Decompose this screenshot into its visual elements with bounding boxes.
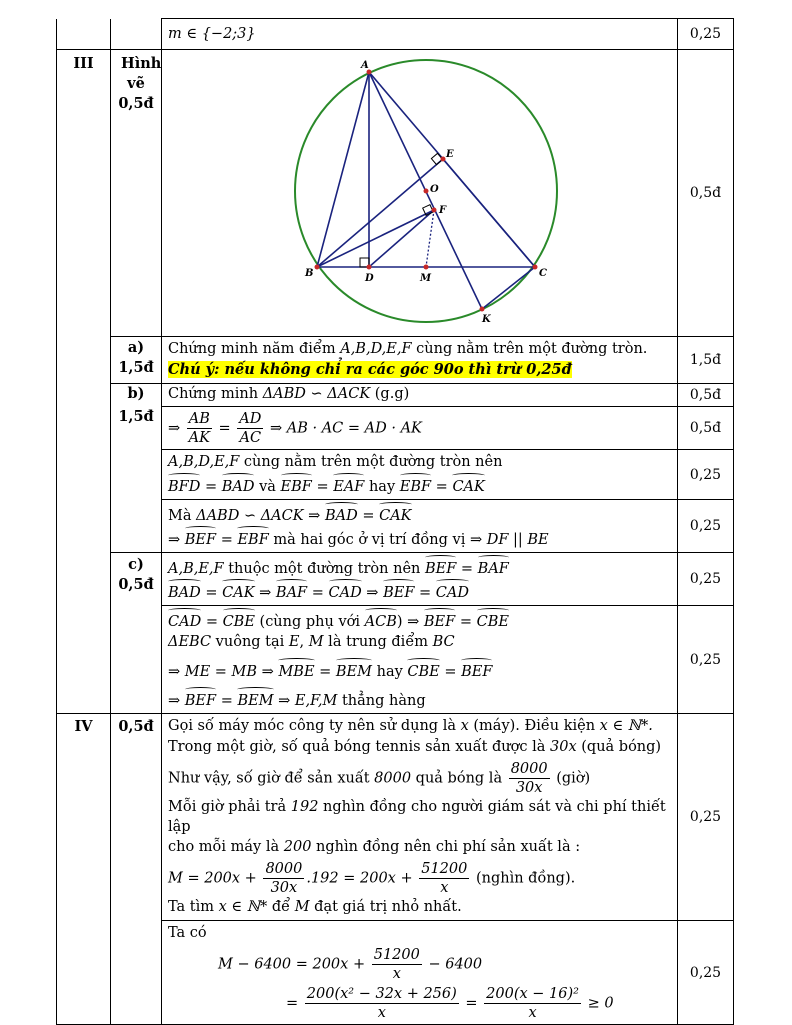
c-r2-l3: ⇒ ME = MB ⇒ [168,664,279,680]
part-c-label: c) [128,556,144,573]
part-c [111,553,162,606]
b-r3-points: A,B,D,E,F [168,454,240,470]
b-r3-text: cùng nằm trên một đường tròn nên [239,454,503,470]
segment-df [369,210,434,267]
c-r1-text: thuộc một đường tròn nên [223,561,425,577]
part-b-label: b) [127,385,145,402]
iv-l2: Trong một giờ, số quả bóng tennis sản xuất được là [168,739,550,755]
solution-table [56,18,734,1025]
word-hay: hay [372,664,408,680]
angle: CAD [436,579,469,603]
content-cell: CAD = CBE (cùng phụ với ACB) ⇒ BEF = CBE ΔEBC vuông tại E, M là trung điểm BC ⇒ ME = MB ⇒ MBE = BEM hay CBE = BEF ⇒ BEF = BEM ⇒ E,F,M thẳng hàng [162,606,678,714]
label-m: M [420,273,432,284]
part-cell [111,606,162,714]
triangle-ebc: ΔEBC [168,634,212,650]
point-o [424,189,429,194]
c-r2-text: (cùng phụ với [254,614,365,630]
score-cell: 0,5đ [678,384,734,407]
score-cell: 1,5đ [678,337,734,384]
section-label: III [57,50,111,337]
part-b-points: 1,5đ [111,407,162,450]
angle: ACB [365,608,397,632]
iv-l4-math: 192 [290,799,319,815]
iv-l7-text: để [267,899,295,915]
point-k [480,307,485,312]
angle: BEF [185,526,216,550]
angle: BEM [237,687,273,711]
section-cell [57,921,111,1025]
c-r2-l2-math: BC [432,634,455,650]
iv-l6-b: .192 = 200x + [306,870,418,887]
angle: BAF [478,555,509,579]
iv-l2-math: 30x [550,739,577,755]
a-text-2: cùng nằm trên một đường tròn. [411,341,648,357]
part-b [111,384,162,407]
fraction [509,760,550,797]
angle: EBF [400,473,431,497]
frac-num: 8000 [265,861,303,877]
word-hay: hay [368,479,396,495]
b-r4-end: DF || BE [486,532,549,548]
iv-e2-a: = [286,995,303,1012]
segment-ab [317,72,369,267]
label-o: O [430,184,439,195]
section-cell [57,450,111,500]
angle: BAD [222,473,255,497]
angle: CAD [329,579,362,603]
b-r4-ma: Mà [168,508,197,524]
section-cell [57,407,111,450]
iv-l4-text: nghìn đồng cho người giám sát và chi phí thiết lập [168,799,666,835]
fraction [419,860,469,897]
frac-num: AD [239,410,262,427]
part-a-label: a) [127,339,145,356]
section-cell [57,606,111,714]
frac-num: 200(x² − 32x + 256) [306,986,457,1002]
section-cell [57,384,111,407]
fraction [263,860,304,897]
iv-l5: cho mỗi máy là [168,839,284,855]
segment-fm [426,210,434,267]
b-r2-rest: ⇒ AB · AC = AD · AK [270,420,422,436]
part-cell [111,500,162,553]
part-points: 0,5đ [111,714,162,921]
label-k: K [482,314,491,325]
fraction [237,410,263,447]
score-cell: 0,25 [678,606,734,714]
fraction [484,985,581,1022]
angle: MBE [278,658,314,682]
iv-l1-math: x [460,718,469,734]
frac-den: 30x [515,780,543,796]
iv-l5-math: 200 [283,839,312,855]
label-c: C [539,268,547,279]
content-cell [162,19,678,50]
a-note: Chú ý: nếu không chỉ ra các góc 90o thì trừ 0,25đ [168,361,572,378]
angle: EBF [237,526,268,550]
b-r4-sim: ΔABD ∽ ΔACK ⇒ [196,508,325,524]
iv-l2-text: (quả bóng) [576,739,662,755]
angle: BEM [336,658,372,682]
iv-l7-math: x ∈ ℕ* [218,899,268,915]
angle: BFD [168,473,200,497]
iv-l7-math2: M [294,899,310,915]
content-cell [162,714,678,921]
label-d: D [365,273,374,284]
segment-be [317,159,443,267]
fraction [187,410,212,447]
iv-l1-math2: x ∈ ℕ*. [599,718,653,734]
label-e: E [446,149,454,160]
score-cell: 0,25 [678,714,734,921]
iv-e2-b: = [460,995,483,1012]
part-a [111,337,162,384]
figure-cell [162,50,678,337]
score-cell: 0,25 [678,500,734,553]
angle: BAD [325,502,358,526]
content-cell: A,B,D,E,F cùng nằm trên một đường tròn nên BFD = BAD và EBF = EAF hay EBF = CAK [162,450,678,500]
score-cell: 0,5đ [678,407,734,450]
c-r2-l2-math: E [288,634,300,650]
c-r1-points: A,B,E,F [168,561,224,577]
b-r4-mid: mà hai góc ở vị trí đồng vị ⇒ [268,532,487,548]
angle: BAF [276,579,307,603]
frac-num: 200(x − 16)² [486,986,579,1002]
frac-den: x [377,1005,386,1021]
angle: EAF [333,473,364,497]
content-cell [162,337,678,384]
segment-ec [443,159,535,267]
c-r2-l4: ⇒ E,F,M [273,693,338,709]
angle: BAD [168,579,201,603]
point-c [533,265,538,270]
angle: CAK [379,502,411,526]
label-b: B [305,268,314,279]
geometry-figure [168,52,674,328]
iv-l7-text2: đạt giá trị nhỏ nhất. [309,899,462,915]
frac-num: 51200 [421,861,468,877]
angle: CBE [223,608,255,632]
angle: BEF [424,608,455,632]
part-c-points: 0,5đ [118,576,154,593]
iv-l7: Ta tìm [168,899,219,915]
iv-l3-text2: (giờ) [551,770,591,787]
b-r1-text: Chứng minh [168,386,263,402]
score-cell: 0,25 [678,19,734,50]
point-e [441,157,446,162]
c-r2-l2-comma: , [299,634,309,650]
iv-l5-text: nghìn đồng nên chi phí sản xuất là : [311,839,581,855]
section-cell [57,553,111,606]
iv-l6-text: (nghìn đồng). [471,870,576,887]
content-cell: Mà ΔABD ∽ ΔACK ⇒ BAD = CAK ⇒ BEF = EBF mà hai góc ở vị trí đồng vị ⇒ DF || BE [162,500,678,553]
figure-part [111,50,162,337]
iv-e2-c: ≥ 0 [582,995,614,1012]
score-cell: 0,25 [678,553,734,606]
segment-bf [317,210,434,267]
score-cell: 0,25 [678,450,734,500]
iv-e1-a: M − 6400 = 200x + [218,956,370,973]
fraction [372,946,422,983]
iv-r2-l1: Ta có [168,925,207,941]
figure-part-score: 0,5đ [118,95,154,112]
section-cell [57,19,111,50]
iv-e1-b: − 6400 [423,956,483,973]
iv-l3: Như vậy, số giờ để sản xuất [168,770,375,787]
frac-den: 30x [270,880,298,896]
score-cell: 0,5đ [678,50,734,337]
c-r2-l4-text: thẳng hàng [337,693,426,709]
frac-den: x [528,1005,537,1021]
iv-l3-text: quả bóng là [411,770,507,787]
iv-l1: Gọi số máy móc công ty nên sử dụng là [168,718,461,734]
angle: CBE [477,608,509,632]
angle: CBE [407,658,439,682]
frac-den: x [440,880,449,896]
frac-den: AK [188,429,210,446]
fraction [305,985,459,1022]
iv-l3-math: 8000 [374,770,412,787]
part-cell [111,921,162,1025]
m-set: m ∈ {−2;3} [168,26,256,42]
angle: EBF [281,473,312,497]
iv-l4: Mỗi giờ phải trả [168,799,291,815]
b-r1-math: ΔABD ∽ ΔACK [262,386,371,402]
angle: CAK [222,579,254,603]
figure-part-label: Hình vẽ [121,55,162,92]
angle: BEF [185,687,216,711]
word-and: và [259,479,276,495]
angle: BEF [461,658,492,682]
content-cell [162,921,678,1025]
iv-l1-text: (máy). Điều kiện [468,718,600,734]
content-cell: ⇒ $\frac{AB}{AK}$ = $\frac{AD}{AC}$ ⇒ AB · AC = AD · AK [162,407,678,450]
c-r2-l2-text: là trung điểm [323,634,433,650]
section-cell [57,337,111,384]
iv-l6-a: M = 200x + [168,870,262,887]
point-b [315,265,320,270]
frac-num: 51200 [373,947,420,963]
label-a: A [361,60,369,71]
point-d [367,265,372,270]
part-a-points: 1,5đ [118,359,154,376]
a-points: A,B,D,E,F [340,341,412,357]
angle: CAK [452,473,484,497]
frac-num: 8000 [510,761,548,777]
point-f [432,208,437,213]
segment-ck [482,267,535,309]
label-f: F [439,205,447,216]
c-r2-l2-text: vuông tại [211,634,289,650]
b-r1-suffix: (g.g) [370,386,410,402]
angle: BEF [425,555,456,579]
frac-num: AB [188,410,210,427]
angle: BEF [383,579,414,603]
score-cell: 0,25 [678,921,734,1025]
point-m [424,265,429,270]
content-cell: A,B,E,F thuộc một đường tròn nên BEF = BAF BAD = CAK ⇒ BAF = CAD ⇒ BEF = CAD [162,553,678,606]
part-cell [111,19,162,50]
section-cell [57,500,111,553]
section-label: IV [57,714,111,921]
frac-den: x [392,966,401,982]
a-text-1: Chứng minh năm điểm [168,341,341,357]
content-cell [162,384,678,407]
c-r2-l2-math: M [308,634,324,650]
angle: CAD [168,608,201,632]
frac-den: AC [239,429,262,446]
part-cell [111,450,162,500]
